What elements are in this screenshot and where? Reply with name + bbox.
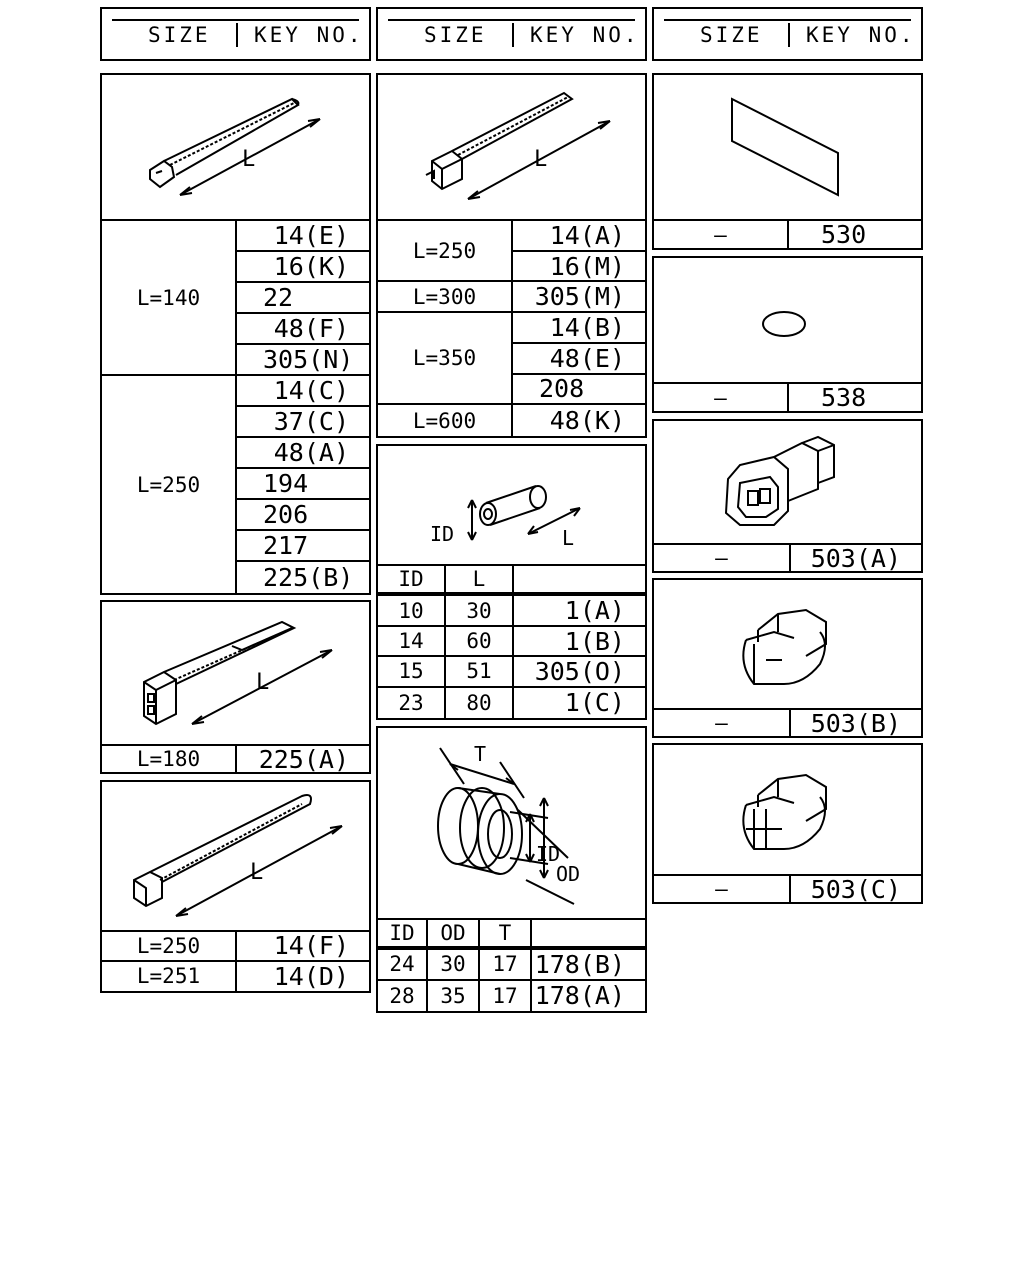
id-cell: 24 [378, 950, 428, 980]
grommet-icon [438, 788, 522, 874]
tube-table [378, 564, 645, 718]
key-cell: 194 [237, 469, 369, 500]
key-cell: 208 [513, 375, 645, 406]
dimension-l-label: L [534, 147, 548, 172]
cable-tie-long-drawing [102, 782, 369, 930]
key-cell: 16(K) [237, 252, 369, 283]
dimension-id-label: ID [536, 842, 561, 866]
key-cell: 206 [237, 500, 369, 531]
size-cell: L=250 [378, 221, 513, 282]
connector-b-panel [652, 578, 923, 738]
connector-b-drawing [654, 580, 921, 708]
grommet-table [378, 918, 645, 1011]
grommet-panel [376, 726, 647, 1013]
size-cell: L=250 [102, 376, 237, 593]
header-size-label: SIZE [148, 23, 211, 47]
oval-panel [652, 256, 923, 413]
col-header-l: L [446, 566, 514, 596]
header-col-1 [100, 7, 371, 61]
key-cell: 217 [237, 531, 369, 562]
cable-tie-table [102, 219, 369, 593]
key-cell: 14(E) [237, 221, 369, 252]
size-cell: L=300 [378, 282, 513, 313]
header-divider [236, 23, 238, 47]
key-cell: 178(A) [534, 981, 625, 1011]
key-cell: 538 [821, 384, 867, 411]
cable-tie-long-icon [134, 795, 311, 906]
key-cell: 14(A) [513, 221, 645, 252]
cable-tie-mount-panel [100, 600, 371, 774]
size-cell: L=251 [102, 962, 237, 992]
dimension-l-label: L [256, 670, 270, 695]
connector-b-table [654, 708, 921, 736]
dimension-l-label: L [562, 526, 575, 550]
cable-tie-drawing [102, 75, 369, 219]
connector-c-panel [652, 743, 923, 904]
dimension-id-label: ID [430, 522, 455, 546]
col-header-key [514, 566, 645, 596]
cable-tie-mid-drawing [378, 75, 645, 219]
cable-tie-mid-panel [376, 73, 647, 438]
key-cell: 48(A) [237, 438, 369, 469]
connector-c-icon [743, 775, 826, 849]
key-cell: 503(A) [810, 545, 901, 571]
key-cell: 48(E) [513, 344, 645, 375]
dimension-l-label: L [242, 147, 256, 172]
key-cell: 48(F) [237, 314, 369, 345]
key-cell: 503(C) [810, 876, 901, 902]
tube-panel [376, 444, 647, 720]
col-header-id: ID [378, 566, 446, 596]
header-divider [512, 23, 514, 47]
cable-tie-mount-drawing [102, 602, 369, 744]
key-cell: 1(C) [564, 688, 625, 718]
oval-drawing [654, 258, 921, 382]
key-cell: 14(C) [237, 376, 369, 407]
header-col-2 [376, 7, 647, 61]
col-header-key [532, 920, 645, 950]
cable-tie-mount-table [102, 744, 369, 772]
dimension-l-label: L [250, 860, 264, 885]
key-cell: 14(F) [237, 932, 369, 962]
id-cell: 23 [378, 688, 446, 718]
t-cell: 17 [480, 950, 532, 980]
col-header-id: ID [378, 920, 428, 950]
size-cell: L=140 [102, 221, 237, 376]
dimension-od-label: OD [556, 862, 581, 886]
id-cell: 10 [378, 596, 446, 626]
key-cell: 1(A) [514, 596, 645, 626]
header-key-label: KEY NO. [254, 23, 364, 47]
connector-a-table [654, 543, 921, 571]
key-cell: 22 [237, 283, 369, 314]
dimension-t-label: T [474, 742, 487, 766]
cable-tie-mid-icon [426, 93, 572, 189]
cable-tie-long-panel [100, 780, 371, 993]
connector-b-icon [743, 610, 826, 684]
cable-tie-mid-table [378, 219, 645, 436]
cable-tie-long-table [102, 930, 369, 991]
id-cell: 28 [378, 981, 428, 1011]
col-header-od: OD [428, 920, 480, 950]
key-cell: 225(A) [258, 746, 349, 772]
t-cell: 17 [480, 981, 532, 1011]
l-cell: 80 [446, 688, 514, 718]
sheet-table [654, 219, 921, 248]
key-cell: 14(D) [273, 961, 349, 991]
key-cell: 1(B) [514, 627, 645, 657]
key-cell: 305(O) [514, 657, 645, 687]
header-key-label: KEY NO. [530, 23, 640, 47]
connector-c-table [654, 874, 921, 902]
connector-c-drawing [654, 745, 921, 874]
key-cell: 225(B) [263, 563, 354, 592]
grommet-drawing [378, 728, 645, 918]
l-cell: 51 [446, 657, 514, 687]
key-cell: 37(C) [237, 407, 369, 438]
header-col-3 [652, 7, 923, 61]
connector-a-drawing [654, 421, 921, 543]
sheet-icon [732, 99, 838, 195]
key-cell: 530 [821, 221, 867, 248]
size-cell: — [654, 384, 789, 411]
l-cell: 60 [446, 627, 514, 657]
sheet-drawing [654, 75, 921, 219]
key-cell: 178(B) [532, 950, 645, 980]
size-cell: L=350 [378, 313, 513, 405]
tube-icon [480, 486, 546, 525]
size-cell: L=180 [102, 746, 237, 772]
size-cell: L=250 [102, 932, 237, 962]
key-cell: 305(M) [513, 282, 645, 313]
header-size-label: SIZE [424, 23, 487, 47]
od-cell: 35 [428, 981, 480, 1011]
oval-table [654, 382, 921, 411]
od-cell: 30 [428, 950, 480, 980]
key-cell: 305(N) [237, 345, 369, 376]
cable-tie-panel [100, 73, 371, 595]
header-key-label: KEY NO. [806, 23, 916, 47]
size-cell: — [654, 710, 791, 736]
sheet-panel [652, 73, 923, 250]
col-header-t: T [480, 920, 532, 950]
header-divider [788, 23, 790, 47]
oval-icon [763, 312, 805, 336]
key-cell: 14(B) [513, 313, 645, 344]
size-cell: — [654, 876, 791, 902]
connector-a-icon [726, 437, 834, 525]
key-cell: 503(B) [810, 710, 901, 736]
size-cell: — [654, 545, 791, 571]
key-cell: 16(M) [513, 252, 645, 283]
id-cell: 15 [378, 657, 446, 687]
size-cell: — [654, 221, 789, 248]
connector-a-panel [652, 419, 923, 573]
header-size-label: SIZE [700, 23, 763, 47]
tube-drawing [378, 446, 645, 564]
l-cell: 30 [446, 596, 514, 626]
size-cell: L=600 [378, 405, 513, 436]
id-cell: 14 [378, 627, 446, 657]
key-cell: 48(K) [549, 406, 625, 436]
